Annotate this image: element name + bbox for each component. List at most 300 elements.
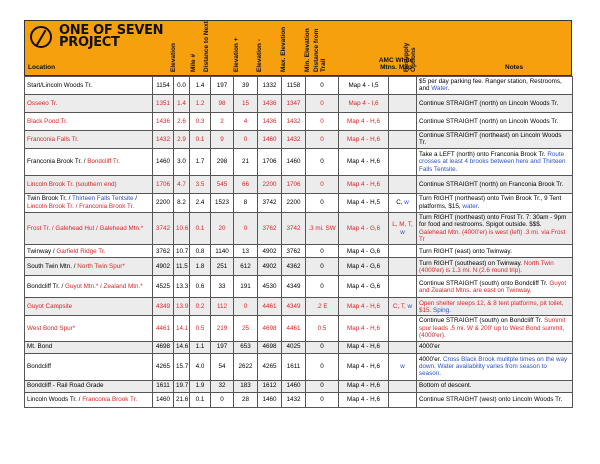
notes-cell — [417, 245, 573, 258]
elevation-cell: 1706 — [153, 175, 174, 193]
mile-cell: 13.3 — [174, 276, 190, 298]
resupply-cell — [389, 130, 417, 148]
notes-segment: 4000'er — [419, 343, 440, 351]
location-cell — [25, 392, 153, 407]
table-row — [25, 245, 573, 258]
distance-cell: 1.9 — [190, 380, 211, 392]
distance-from-trail-cell: 0 — [306, 341, 339, 353]
elevation-cell: 4902 — [153, 258, 174, 276]
distance-cell: 0.1 — [190, 392, 211, 407]
min-elevation-cell: 4349 — [282, 298, 306, 316]
notes-segment: Water — [431, 85, 448, 93]
map-cell: Map 4 - H,6 — [339, 341, 389, 353]
notes-segment: Summit spur leads .5 mi. W & 200' up to West Bond summit, (4000'er). — [419, 317, 566, 340]
location-cell — [25, 245, 153, 258]
notes-segment: . — [477, 202, 480, 210]
mile-cell: 14.6 — [174, 341, 190, 353]
resupply-cell — [389, 341, 417, 353]
location-segment: Guyot Mtn.* / Zealand Mtn.* — [65, 283, 143, 291]
notes-segment: water — [462, 202, 478, 210]
map-cell: Map 4 - H,6 — [339, 380, 389, 392]
location-segment: Garfield Ridge Tr. — [56, 247, 106, 255]
distance-cell: 1.1 — [190, 341, 211, 353]
map-cell: Map 4 - G,6 — [339, 212, 389, 245]
notes-segment: North Twin (4000'er) is 1.3 mi. N (2.6 round trip). — [419, 259, 554, 274]
table-row — [25, 392, 573, 407]
elevation-gain-cell: 33 — [211, 276, 234, 298]
notes-cell — [417, 353, 573, 380]
location-cell — [25, 380, 153, 392]
location-segment: Bondcliff - Rail Road Grade — [27, 382, 104, 390]
resupply-segment: C, — [396, 199, 405, 207]
notes-segment: Continue STRAIGHT (north) on Lincoln Woods Tr. — [419, 117, 559, 125]
elevation-gain-cell: 197 — [211, 341, 234, 353]
elevation-cell: 1351 — [153, 94, 174, 112]
mile-cell: 10.6 — [174, 212, 190, 245]
table-row — [25, 212, 573, 245]
location-cell — [25, 341, 153, 353]
max-elevation-cell: 1706 — [258, 148, 282, 175]
elevation-loss-cell: 2622 — [234, 353, 258, 380]
location-cell — [25, 298, 153, 316]
notes-segment: Guyot and Zealand Mtns. are east on Twinway. — [419, 279, 567, 294]
resupply-cell — [389, 316, 417, 341]
elevation-gain-cell: 32 — [211, 380, 234, 392]
elevation-gain-cell: 197 — [211, 77, 234, 95]
distance-from-trail-cell: 0 — [306, 258, 339, 276]
location-segment: Bondcliff Tr. / — [27, 283, 66, 291]
table-row — [25, 175, 573, 193]
table-row — [25, 380, 573, 392]
location-segment: Franconia Brook Tr. / — [27, 158, 88, 166]
elevation-gain-cell: 219 — [211, 316, 234, 341]
map-cell: Map 4 - H,6 — [339, 130, 389, 148]
elevation-gain-cell: 545 — [211, 175, 234, 193]
elevation-gain-cell: 20 — [211, 212, 234, 245]
notes-cell — [417, 316, 573, 341]
resupply-cell — [389, 258, 417, 276]
min-elevation-cell: 1432 — [282, 130, 306, 148]
location-segment: Twin Brook Tr. / — [27, 195, 73, 203]
location-segment: West Bond Spur* — [27, 324, 76, 332]
elevation-cell: 1460 — [153, 148, 174, 175]
max-elevation-cell: 4902 — [258, 245, 282, 258]
location-segment: Bondcliff Tr. — [87, 158, 120, 166]
brand-line-1: ONE OF SEVEN — [59, 23, 164, 38]
elevation-cell: 2200 — [153, 193, 174, 212]
elevation-cell: 4698 — [153, 341, 174, 353]
location-segment: Osseeo Tr. — [27, 99, 58, 107]
mile-cell: 0.0 — [174, 77, 190, 95]
resupply-cell — [389, 353, 417, 380]
elevation-loss-cell: 183 — [234, 380, 258, 392]
distance-from-trail-cell: 0 — [306, 276, 339, 298]
distance-cell: 0.1 — [190, 130, 211, 148]
table-row — [25, 193, 573, 212]
map-cell: Map 4 - I,6 — [339, 94, 389, 112]
min-elevation-cell: 3762 — [282, 245, 306, 258]
notes-cell — [417, 298, 573, 316]
distance-cell: 0.3 — [190, 112, 211, 130]
min-elevation-cell: 1432 — [282, 112, 306, 130]
resupply-cell — [389, 392, 417, 407]
elevation-cell: 1436 — [153, 112, 174, 130]
min-elevation-cell: 1706 — [282, 175, 306, 193]
distance-cell: 0.1 — [190, 212, 211, 245]
resupply-segment: w — [404, 199, 409, 207]
map-cell: Map 4 - H,6 — [339, 316, 389, 341]
notes-segment: Continue STRAIGHT (north) on Franconia Brook Tr. — [419, 180, 564, 188]
distance-cell: 4.0 — [190, 353, 211, 380]
distance-from-trail-cell: .3 mi. SW — [306, 212, 339, 245]
mile-cell: 14.1 — [174, 316, 190, 341]
notes-cell — [417, 380, 573, 392]
notes-segment: Turn RIGHT (east) onto Twinway. — [419, 247, 512, 255]
distance-from-trail-cell: 0 — [306, 112, 339, 130]
elevation-gain-cell: 1523 — [211, 193, 234, 212]
resupply-cell — [389, 276, 417, 298]
min-elevation-cell: 4025 — [282, 341, 306, 353]
elevation-cell: 4265 — [153, 353, 174, 380]
resupply-cell — [389, 112, 417, 130]
map-cell: Map 4 - H,6 — [339, 112, 389, 130]
header-max-elevation: Max. Elevation — [280, 26, 287, 72]
resupply-segment: L, M, T, — [392, 221, 413, 229]
location-cell — [25, 77, 153, 95]
notes-cell — [417, 148, 573, 175]
resupply-segment: C, T, — [392, 303, 408, 311]
table-row — [25, 130, 573, 148]
notes-cell — [417, 392, 573, 407]
distance-cell: 0.5 — [190, 316, 211, 341]
min-elevation-cell: 1432 — [282, 392, 306, 407]
mile-cell: 19.7 — [174, 380, 190, 392]
elevation-cell: 4349 — [153, 298, 174, 316]
notes-cell — [417, 276, 573, 298]
distance-from-trail-cell: 0 — [306, 380, 339, 392]
elevation-cell: 4461 — [153, 316, 174, 341]
table-row — [25, 341, 573, 353]
elevation-loss-cell: 25 — [234, 316, 258, 341]
mile-cell: 8.2 — [174, 193, 190, 212]
table-row — [25, 112, 573, 130]
mile-cell: 3.0 — [174, 148, 190, 175]
map-cell: Map 4 - H,6 — [339, 353, 389, 380]
max-elevation-cell: 1460 — [258, 392, 282, 407]
resupply-cell — [389, 298, 417, 316]
resupply-cell — [389, 148, 417, 175]
distance-cell: 1.7 — [190, 148, 211, 175]
elevation-cell: 3762 — [153, 245, 174, 258]
table-header — [24, 20, 572, 76]
notes-segment: Continue STRAIGHT (west) onto Lincoln Woods Tr. — [419, 395, 563, 403]
min-elevation-cell: 4362 — [282, 258, 306, 276]
table-row — [25, 258, 573, 276]
notes-cell — [417, 341, 573, 353]
trail-table — [24, 76, 573, 408]
resupply-cell — [389, 175, 417, 193]
notes-segment: Route crosses at least 4 brooks between here and Thirteen Falls Tentsite. — [419, 150, 566, 173]
map-cell: Map 4 - H,6 — [339, 298, 389, 316]
elevation-loss-cell: 13 — [234, 245, 258, 258]
elevation-loss-cell: 4 — [234, 112, 258, 130]
map-cell: Map 4 - G,6 — [339, 276, 389, 298]
notes-segment: Bottom of descent. — [419, 382, 472, 390]
location-segment: Frost Tr. / Galehead Hut / — [27, 224, 100, 232]
location-cell — [25, 212, 153, 245]
distance-cell: 1.8 — [190, 258, 211, 276]
header-elevation-minus: Elevation - — [256, 39, 263, 72]
location-segment: Start/Lincoln Woods Tr. — [27, 81, 92, 89]
min-elevation-cell: 1347 — [282, 94, 306, 112]
table-row — [25, 94, 573, 112]
map-cell: Map 4 - I,5 — [339, 77, 389, 95]
notes-cell — [417, 193, 573, 212]
distance-from-trail-cell: 0 — [306, 130, 339, 148]
table-row — [25, 353, 573, 380]
min-elevation-cell: 4461 — [282, 316, 306, 341]
elevation-cell: 1154 — [153, 77, 174, 95]
elevation-gain-cell: 0 — [211, 392, 234, 407]
header-resupply: Resupply Options — [403, 42, 417, 72]
max-elevation-cell: 3762 — [258, 212, 282, 245]
mile-cell: 15.7 — [174, 353, 190, 380]
resupply-cell — [389, 77, 417, 95]
table-row — [25, 276, 573, 298]
resupply-cell — [389, 380, 417, 392]
distance-from-trail-cell: 0 — [306, 94, 339, 112]
max-elevation-cell: 1436 — [258, 112, 282, 130]
notes-cell — [417, 130, 573, 148]
location-cell — [25, 258, 153, 276]
table-row — [25, 148, 573, 175]
resupply-segment: w — [407, 303, 413, 311]
notes-cell — [417, 112, 573, 130]
notes-segment: Continue STRAIGHT (south) on Bondcliff Tr. — [419, 317, 545, 325]
elevation-cell: 4525 — [153, 276, 174, 298]
location-segment: Black Pond Tr. — [27, 117, 68, 125]
distance-cell: 1.2 — [190, 94, 211, 112]
elevation-gain-cell: 251 — [211, 258, 234, 276]
distance-cell: 0.2 — [190, 298, 211, 316]
min-elevation-cell: 3742 — [282, 212, 306, 245]
location-segment: / — [133, 195, 138, 203]
notes-segment: Continue STRAIGHT (north) on Lincoln Woods Tr. — [419, 99, 559, 107]
location-segment: Lincoln Woods Tr. / — [27, 395, 83, 403]
notes-segment: Continue STRAIGHT (northeast) on Lincoln Woods Tr. — [419, 131, 562, 147]
max-elevation-cell: 4902 — [258, 258, 282, 276]
notes-segment: Take a LEFT (north) onto Franconia Brook Tr. — [419, 150, 548, 158]
notes-segment: Turn RIGHT (northeast) onto Frost Tr. 7: 30am - 9pm for food and restrooms. Spigot outside. $$$. — [419, 213, 567, 229]
elevation-cell: 1432 — [153, 130, 174, 148]
max-elevation-cell: 1436 — [258, 94, 282, 112]
min-elevation-cell: 1611 — [282, 353, 306, 380]
location-cell — [25, 112, 153, 130]
header-elevation: Elevation — [170, 43, 177, 72]
notes-segment: Open shelter sleeps 12, & 8 tent platforms, pit toilet, $15. — [419, 299, 564, 314]
header-mile: Mile # — [190, 53, 197, 72]
distance-cell: 2.4 — [190, 193, 211, 212]
max-elevation-cell: 1332 — [258, 77, 282, 95]
elevation-loss-cell: 66 — [234, 175, 258, 193]
elevation-gain-cell: 298 — [211, 148, 234, 175]
elevation-gain-cell: 1140 — [211, 245, 234, 258]
elevation-loss-cell: 39 — [234, 77, 258, 95]
location-segment: Guyot Campsite — [27, 303, 73, 311]
brand-line-2: PROJECT — [59, 35, 120, 50]
distance-cell: 3.5 — [190, 175, 211, 193]
map-cell: Map 4 - H,5 — [339, 193, 389, 212]
location-segment: Lincoln Brook Tr. / Franconia Brook Tr. — [27, 202, 135, 210]
elevation-gain-cell: 2 — [211, 112, 234, 130]
elevation-loss-cell: 28 — [234, 392, 258, 407]
min-elevation-cell: 1460 — [282, 380, 306, 392]
elevation-gain-cell: 54 — [211, 353, 234, 380]
max-elevation-cell: 4530 — [258, 276, 282, 298]
location-segment: Franconia Falls Tr. — [27, 135, 79, 143]
min-elevation-cell: 1460 — [282, 148, 306, 175]
header-location: Location — [28, 64, 56, 71]
location-segment: Twinway / — [27, 247, 57, 255]
max-elevation-cell: 2200 — [258, 175, 282, 193]
elevation-gain-cell: 9 — [211, 130, 234, 148]
map-cell: Map 4 - G,6 — [339, 258, 389, 276]
mile-cell: 2.9 — [174, 130, 190, 148]
location-cell — [25, 353, 153, 380]
location-cell — [25, 193, 153, 212]
location-cell — [25, 148, 153, 175]
distance-cell: 1.4 — [190, 77, 211, 95]
elevation-loss-cell: 653 — [234, 341, 258, 353]
mile-cell: 13.9 — [174, 298, 190, 316]
resupply-cell — [389, 193, 417, 212]
table-row — [25, 77, 573, 95]
header-elevation-plus: Elevation + — [233, 37, 240, 72]
notes-segment: Galehead Mtn. (4000'er) is west (left) .3 mi. via Frost Tr — [419, 228, 566, 244]
map-cell: Map 4 - H,6 — [339, 148, 389, 175]
notes-segment: Continue STRAIGHT (south) onto Bondcliff Tr. — [419, 279, 550, 287]
notes-segment: $5 per day parking fee. Ranger station, Restrooms, and — [419, 78, 562, 93]
elevation-loss-cell: 15 — [234, 94, 258, 112]
mile-cell: 10.7 — [174, 245, 190, 258]
elevation-gain-cell: 98 — [211, 94, 234, 112]
elevation-loss-cell: 0 — [234, 212, 258, 245]
elevation-gain-cell: 112 — [211, 298, 234, 316]
max-elevation-cell: 3742 — [258, 193, 282, 212]
map-cell: Map 4 - H,6 — [339, 175, 389, 193]
mile-cell: 2.6 — [174, 112, 190, 130]
notes-segment: 4000'er. — [419, 355, 443, 363]
location-cell — [25, 130, 153, 148]
mile-cell: 21.6 — [174, 392, 190, 407]
location-segment: Thirteen Falls Tentsite — [72, 195, 134, 203]
location-segment: Mt. Bond — [27, 343, 53, 351]
notes-segment: . — [447, 85, 450, 93]
distance-from-trail-cell: .2 E — [306, 298, 339, 316]
header-distance-from-trail: Distance from Trail — [313, 28, 327, 72]
max-elevation-cell: 4461 — [258, 298, 282, 316]
notes-segment: Sping — [433, 306, 450, 314]
distance-from-trail-cell: 0 — [306, 193, 339, 212]
location-cell — [25, 316, 153, 341]
notes-segment: Turn RIGHT (northeast) onto Twin Brook Tr., 9 Tent platforms, $15, — [419, 195, 562, 210]
location-segment: Galehead Mtn.* — [99, 224, 144, 232]
elevation-loss-cell: 21 — [234, 148, 258, 175]
location-segment: Bondcliff — [27, 362, 52, 370]
elevation-cell: 1460 — [153, 392, 174, 407]
header-distance-to-next: Distance to Next — [203, 21, 210, 72]
notes-segment: Turn RIGHT (southeast) on Twinway. — [419, 259, 524, 267]
table-row — [25, 298, 573, 316]
min-elevation-cell: 2200 — [282, 193, 306, 212]
location-segment: Lincoln Brook Tr. (southern end) — [27, 180, 117, 188]
distance-cell: 0.8 — [190, 245, 211, 258]
table-row — [25, 316, 573, 341]
distance-from-trail-cell: 0 — [306, 148, 339, 175]
half-circle-logo-icon — [30, 26, 52, 48]
notes-cell — [417, 94, 573, 112]
location-segment: North Twin Spur* — [77, 263, 125, 271]
location-cell — [25, 276, 153, 298]
header-min-elevation: Min. Elevation — [304, 28, 311, 72]
brand-title — [59, 25, 163, 49]
elevation-cell: 1611 — [153, 380, 174, 392]
mile-cell: 11.5 — [174, 258, 190, 276]
distance-from-trail-cell: 0 — [306, 392, 339, 407]
distance-from-trail-cell: 0 — [306, 353, 339, 380]
location-cell — [25, 175, 153, 193]
resupply-segment: w — [400, 362, 405, 370]
distance-from-trail-cell: 0.5 — [306, 316, 339, 341]
location-segment: Franconia Brook Tr. — [82, 395, 138, 403]
elevation-loss-cell: 612 — [234, 258, 258, 276]
notes-cell — [417, 258, 573, 276]
map-cell: Map 4 - G,6 — [339, 245, 389, 258]
max-elevation-cell: 1612 — [258, 380, 282, 392]
distance-from-trail-cell: 0 — [306, 245, 339, 258]
header-map: AMC White Mtns. Map — [378, 57, 414, 71]
elevation-loss-cell: 0 — [234, 298, 258, 316]
max-elevation-cell: 4265 — [258, 353, 282, 380]
max-elevation-cell: 4698 — [258, 316, 282, 341]
mile-cell: 1.4 — [174, 94, 190, 112]
mile-cell: 4.7 — [174, 175, 190, 193]
elevation-loss-cell: 0 — [234, 130, 258, 148]
min-elevation-cell: 1158 — [282, 77, 306, 95]
elevation-loss-cell: 8 — [234, 193, 258, 212]
elevation-cell: 3742 — [153, 212, 174, 245]
resupply-cell — [389, 94, 417, 112]
map-cell: Map 4 - H,6 — [339, 392, 389, 407]
distance-from-trail-cell: 0 — [306, 175, 339, 193]
location-cell — [25, 94, 153, 112]
notes-segment: . — [449, 306, 451, 314]
notes-cell — [417, 175, 573, 193]
resupply-cell — [389, 212, 417, 245]
resupply-cell — [389, 245, 417, 258]
distance-from-trail-cell: 0 — [306, 77, 339, 95]
distance-cell: 0.6 — [190, 276, 211, 298]
max-elevation-cell: 4698 — [258, 341, 282, 353]
min-elevation-cell: 4349 — [282, 276, 306, 298]
max-elevation-cell: 1460 — [258, 130, 282, 148]
resupply-segment: w — [400, 228, 405, 236]
notes-segment: Cross Black Brook mulitple times on the way down. Water availability varies from season to season. — [419, 355, 568, 378]
location-segment: South Twin Mtn. / — [27, 263, 78, 271]
header-notes: Notes — [505, 64, 524, 71]
notes-cell — [417, 212, 573, 245]
elevation-loss-cell: 191 — [234, 276, 258, 298]
